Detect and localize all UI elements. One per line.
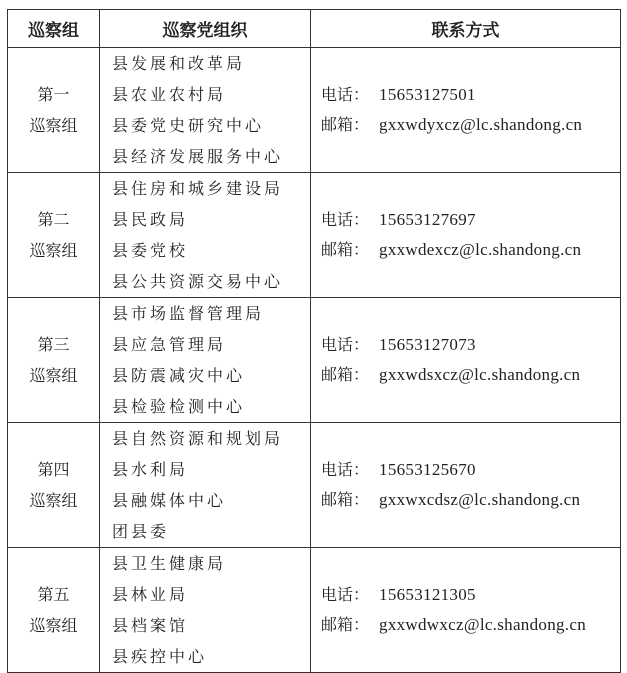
org-item: 县市场监督管理局 bbox=[112, 304, 265, 323]
email-label: 邮箱： bbox=[321, 365, 370, 384]
group-cell bbox=[8, 48, 100, 173]
table-row bbox=[8, 173, 621, 298]
group-number: 第五 bbox=[37, 585, 70, 604]
group-label: 巡察组 bbox=[29, 116, 78, 135]
orgs-cell bbox=[100, 423, 311, 548]
group-number: 第三 bbox=[37, 335, 70, 354]
table-row bbox=[8, 48, 621, 173]
email-label: 邮箱： bbox=[321, 115, 370, 134]
phone-label: 电话： bbox=[321, 335, 370, 354]
org-item: 县民政局 bbox=[112, 210, 189, 229]
org-item: 县发展和改革局 bbox=[112, 54, 246, 73]
org-item: 县经济发展服务中心 bbox=[112, 147, 284, 166]
org-item: 县检验检测中心 bbox=[112, 397, 246, 416]
org-item: 县应急管理局 bbox=[112, 335, 227, 354]
inspection-table bbox=[7, 9, 621, 673]
email-value[interactable]: gxxwxcdsz@lc.shandong.cn bbox=[379, 490, 581, 509]
header-contact: 联系方式 bbox=[311, 10, 621, 48]
org-item: 团县委 bbox=[112, 522, 170, 541]
org-item: 县水利局 bbox=[112, 460, 189, 479]
phone-line bbox=[321, 330, 620, 360]
email-line bbox=[321, 235, 620, 265]
group-label: 巡察组 bbox=[29, 491, 78, 510]
phone-value: 15653127501 bbox=[379, 85, 476, 104]
email-label: 邮箱： bbox=[321, 490, 370, 509]
contact-cell bbox=[311, 423, 621, 548]
orgs-cell bbox=[100, 48, 311, 173]
phone-label: 电话： bbox=[321, 85, 370, 104]
phone-line bbox=[321, 205, 620, 235]
orgs-cell bbox=[100, 298, 311, 423]
header-row bbox=[8, 10, 621, 48]
org-item: 县委党校 bbox=[112, 241, 189, 260]
org-item: 县委党史研究中心 bbox=[112, 116, 265, 135]
org-item: 县农业农村局 bbox=[112, 85, 227, 104]
orgs-cell bbox=[100, 173, 311, 298]
email-line bbox=[321, 110, 620, 140]
email-value[interactable]: gxxwdyxcz@lc.shandong.cn bbox=[379, 115, 583, 134]
header-orgs: 巡察党组织 bbox=[100, 10, 311, 48]
group-number: 第四 bbox=[37, 460, 70, 479]
email-label: 邮箱： bbox=[321, 615, 370, 634]
contact-cell bbox=[311, 548, 621, 673]
email-line bbox=[321, 610, 620, 640]
org-item: 县卫生健康局 bbox=[112, 554, 227, 573]
org-item: 县档案馆 bbox=[112, 616, 189, 635]
phone-line bbox=[321, 455, 620, 485]
org-item: 县防震减灾中心 bbox=[112, 366, 246, 385]
org-item: 县公共资源交易中心 bbox=[112, 272, 284, 291]
phone-label: 电话： bbox=[321, 585, 370, 604]
email-value[interactable]: gxxwdwxcz@lc.shandong.cn bbox=[379, 615, 586, 634]
group-number: 第一 bbox=[37, 85, 70, 104]
group-cell bbox=[8, 173, 100, 298]
table-row bbox=[8, 423, 621, 548]
group-number: 第二 bbox=[37, 210, 70, 229]
org-item: 县融媒体中心 bbox=[112, 491, 227, 510]
org-item: 县林业局 bbox=[112, 585, 189, 604]
email-value[interactable]: gxxwdsxcz@lc.shandong.cn bbox=[379, 365, 581, 384]
contact-cell bbox=[311, 173, 621, 298]
org-item: 县住房和城乡建设局 bbox=[112, 179, 284, 198]
table-row bbox=[8, 298, 621, 423]
org-item: 县疾控中心 bbox=[112, 647, 208, 666]
phone-value: 15653125670 bbox=[379, 460, 476, 479]
phone-value: 15653121305 bbox=[379, 585, 476, 604]
table-row bbox=[8, 548, 621, 673]
group-cell bbox=[8, 423, 100, 548]
contact-cell bbox=[311, 48, 621, 173]
email-line bbox=[321, 360, 620, 390]
group-cell bbox=[8, 298, 100, 423]
group-label: 巡察组 bbox=[29, 366, 78, 385]
orgs-cell bbox=[100, 548, 311, 673]
group-label: 巡察组 bbox=[29, 616, 78, 635]
phone-line bbox=[321, 580, 620, 610]
email-line bbox=[321, 485, 620, 515]
contact-cell bbox=[311, 298, 621, 423]
phone-line bbox=[321, 80, 620, 110]
phone-value: 15653127073 bbox=[379, 335, 476, 354]
phone-value: 15653127697 bbox=[379, 210, 476, 229]
email-value[interactable]: gxxwdexcz@lc.shandong.cn bbox=[379, 240, 582, 259]
phone-label: 电话： bbox=[321, 460, 370, 479]
group-label: 巡察组 bbox=[29, 241, 78, 260]
phone-label: 电话： bbox=[321, 210, 370, 229]
group-cell bbox=[8, 548, 100, 673]
header-group: 巡察组 bbox=[8, 10, 100, 48]
org-item: 县自然资源和规划局 bbox=[112, 429, 284, 448]
email-label: 邮箱： bbox=[321, 240, 370, 259]
